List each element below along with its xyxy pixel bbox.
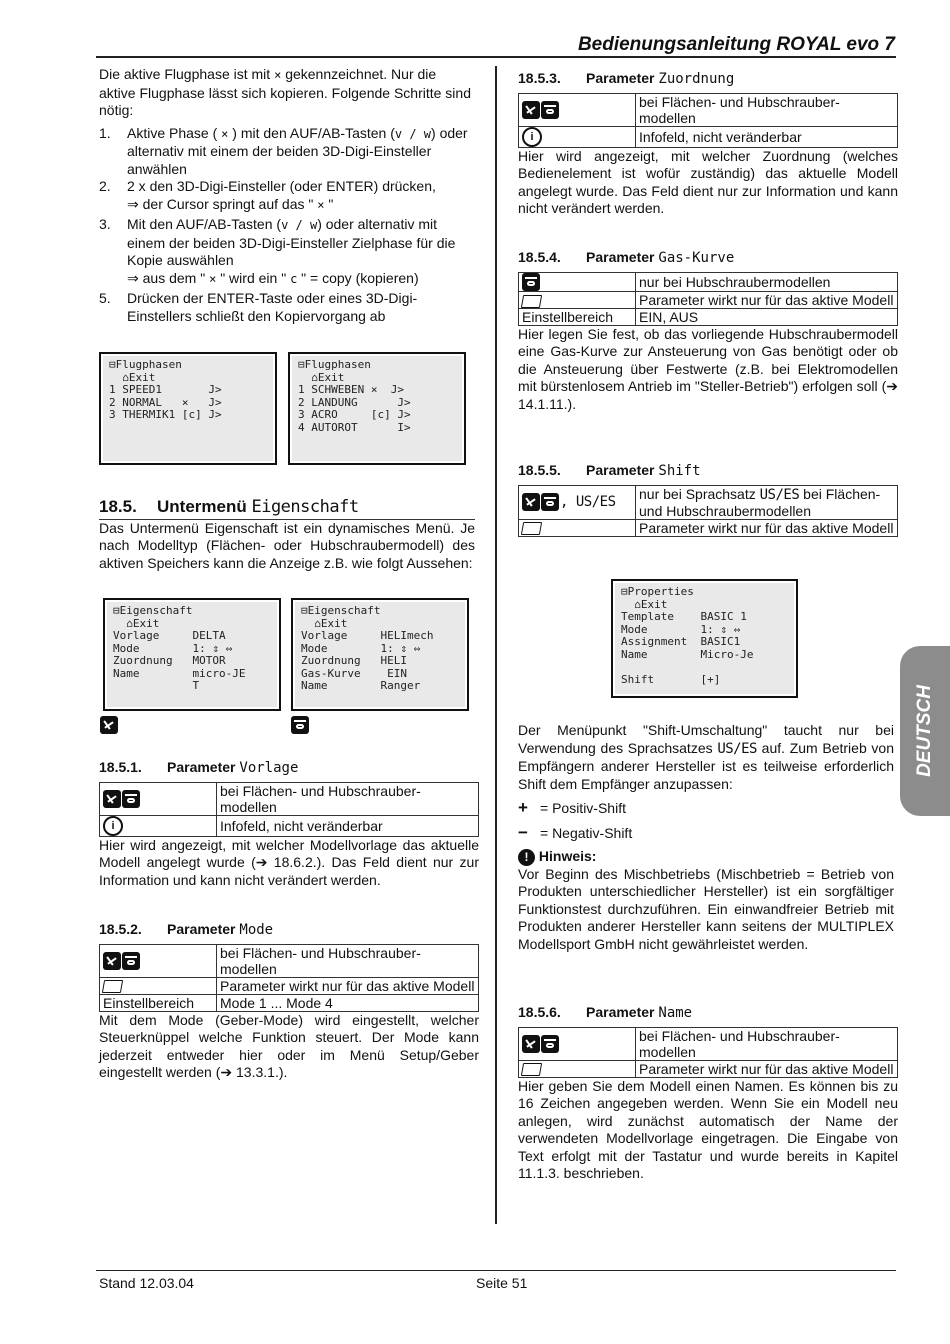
heli-icon xyxy=(122,790,140,808)
inline-text: Aktive Phase ( xyxy=(127,124,222,141)
inline-text: Die aktive Flugphase ist mit xyxy=(99,66,275,82)
intro-paragraph xyxy=(99,66,475,120)
inline-text: ) oder alternativ mit einem der beiden 3D-Digi-Einsteller Zielphase für die Kopie auswählen xyxy=(127,216,456,268)
shift-text: Der Menüpunkt "Shift-Umschaltung" taucht nur bei Verwendung des Sprachsatzes US/ES auf. Zum Betrieb von Empfängern anderer Hersteller ist es teilweise erforderlich Shift dem Empfänger anzupassen: xyxy=(518,722,895,792)
param-heading: 18.5.5. Parameter Shift xyxy=(518,462,701,479)
heli-icon xyxy=(541,493,559,511)
plane-icon xyxy=(100,716,118,734)
footer-date: Stand 12.03.04 xyxy=(99,1275,194,1291)
folder-icon xyxy=(521,522,542,535)
step-number: 3. xyxy=(99,216,111,232)
column-divider xyxy=(495,66,497,1224)
plus-line: + = Positiv-Shift xyxy=(518,798,626,817)
lcd-text: ⊟Eigenschaft ⌂Exit Vorlage HELImech Mode 1: ⇕ ⇔ Zuordnung HELI Gas-Kurve EIN Name Ranger xyxy=(295,602,465,707)
section-intro: Das Untermenü Eigenschaft ist ein dynamisches Menü. Je nach Modelltyp (Flächen- oder Hubschraubermodell) des aktiven Speichers kann die Anzeige z.B. wie folgt Aussehen: xyxy=(99,519,475,571)
step-item xyxy=(99,125,475,179)
param-description: Hier legen Sie fest, ob das vorliegende Hubschraubermodell eine Gas-Kurve zur Ansteuerung von Gas benötigt oder ob die Ansteuerung über Festwerte (z.B. bei Elektromodellen mit bürstenlosem Antrieb im "Steller-Betrieb") erfolgen soll (➔ 14.1.11.). xyxy=(518,325,898,412)
inline-text: " xyxy=(324,195,334,212)
inline-key-symbol: v / w xyxy=(394,126,432,141)
inline-text: ⇒ aus dem " xyxy=(127,269,210,286)
plane-icon xyxy=(103,952,121,970)
lcd-screen-eigenschaft-heli xyxy=(291,598,469,711)
step-result xyxy=(99,196,475,215)
param-heading: 18.5.3. Parameter Zuordnung xyxy=(518,70,735,87)
shift-explanation xyxy=(518,722,894,953)
minus-line: − = Negativ-Shift xyxy=(518,822,633,842)
lcd-screen-eigenschaft-plane xyxy=(103,598,281,711)
heli-icon xyxy=(522,273,540,291)
inline-key-symbol: × xyxy=(274,68,282,82)
param-heading: 18.5.6. Parameter Name xyxy=(518,1004,693,1021)
heli-icon xyxy=(122,952,140,970)
inline-text: Mit den AUF/AB-Tasten ( xyxy=(127,216,282,232)
lcd-text: ⊟Flugphasen ⌂Exit 1 SPEED1 J> 2 NORMAL × J> 3 THERMIK1 [c] J> xyxy=(103,356,273,461)
param-table: nur bei Hubschraubermodellen Parameter wirkt nur für das aktive Modell Einstellbereich EIN, AUS xyxy=(518,272,898,326)
language-tab-label: DEUTSCH xyxy=(914,685,935,777)
plane-model-icon xyxy=(100,716,119,734)
plane-icon xyxy=(103,790,121,808)
inline-text: ⇒ der Cursor springt auf das " xyxy=(127,195,318,212)
step-number: 1. xyxy=(99,124,111,141)
info-icon: i xyxy=(103,816,123,836)
param-shift xyxy=(518,462,898,537)
footer-rule xyxy=(96,1270,896,1271)
step-number: 2. xyxy=(99,178,111,194)
minus-symbol: − xyxy=(518,822,528,842)
heli-icon xyxy=(291,716,309,734)
inline-key-symbol: v / w xyxy=(281,218,318,232)
page-title: Bedienungsanleitung ROYAL evo 7 xyxy=(577,34,895,55)
plus-symbol: + xyxy=(518,798,528,817)
param-table: , US/ES nur bei Sprachsatz US/ES bei Flächen- und Hubschraubermodellen Parameter wirkt nur für das aktive Modell xyxy=(518,485,898,537)
section-heading: 18.5. Untermenü Eigenschaft xyxy=(99,497,359,517)
param-heading: 18.5.4. Parameter Gas-Kurve xyxy=(518,249,735,266)
step-list xyxy=(99,125,475,326)
param-vorlage xyxy=(99,759,479,889)
inline-key-symbol: × xyxy=(317,197,325,212)
param-table: bei Flächen- und Hubschrauber-modellen i Infofeld, nicht veränderbar xyxy=(518,93,898,148)
inline-text: gekennzeichnet. Nur die aktive Flugphase lässt sich kopieren. Folgende Schritte sind nötig: xyxy=(99,66,471,118)
language-tab xyxy=(900,646,950,816)
plane-icon xyxy=(522,101,540,119)
plane-icon xyxy=(522,493,540,511)
lcd-text: ⊟Flugphasen ⌂Exit 1 SCHWEBEN × J> 2 LANDUNG J> 3 ACRO [c] J> 4 AUTOROT I> xyxy=(292,356,462,461)
inline-text: " = copy (kopieren) xyxy=(297,269,419,286)
inline-key-symbol: c xyxy=(290,271,298,286)
inline-text: " wird ein " xyxy=(216,269,291,286)
inline-text: ) mit den AUF/AB-Tasten ( xyxy=(228,124,395,141)
step-item xyxy=(99,290,475,325)
param-description: Hier geben Sie dem Modell einen Namen. Es können bis zu 16 Zeichen angegeben werden. Wenn Sie ein Modell neu anlegen, wird zunächst automatisch der Name der verwendeten Modellvorlage eingetragen. Die Eingabe von Text erfolgt mit der Tastatur und wurde bereits in Kapitel 11.1.3. beschrieben. xyxy=(518,1077,898,1181)
lcd-screen-flugphasen-1 xyxy=(99,352,277,465)
lcd-text: ⊟Eigenschaft ⌂Exit Vorlage DELTA Mode 1: ⇕ ⇔ Zuordnung MOTOR Name micro-JE T xyxy=(107,602,277,707)
param-gas-kurve xyxy=(518,249,898,413)
heli-model-icon xyxy=(291,716,310,734)
lcd-screen-properties xyxy=(611,579,798,698)
step-item xyxy=(99,216,475,270)
inline-text: ) oder alternativ mit einem der beiden 3D-Digi-Einsteller anwählen xyxy=(127,124,468,177)
warning-icon: ! xyxy=(518,849,535,866)
step-number: 5. xyxy=(99,290,111,306)
lcd-text: ⊟Properties ⌂Exit Template BASIC 1 Mode 1: ⇕ ⇔ Assignment BASIC1 Name Micro-Je Shift [+] xyxy=(615,583,794,694)
param-description: Mit dem Mode (Geber-Mode) wird eingestellt, welcher Steuerknüppel welche Funktion steuert. Der Mode kann jederzeit entweder hier oder im Menü Setup/Geber eingestellt werden (➔ 13.3.1.). xyxy=(99,1011,479,1080)
folder-icon xyxy=(521,1063,542,1076)
param-heading: 18.5.2. Parameter Mode xyxy=(99,921,274,938)
heli-icon xyxy=(541,101,559,119)
inline-key-symbol: × xyxy=(209,271,217,286)
param-description: Hier wird angezeigt, mit welcher Modellvorlage das aktuelle Modell angelegt wurde (➔ 18.6.2.). Das Feld dient nur zur Information und kann nicht verändert werden. xyxy=(99,836,479,888)
heli-icon xyxy=(541,1035,559,1053)
section-18-5 xyxy=(99,498,475,572)
param-mode xyxy=(99,921,479,1082)
param-name xyxy=(518,1004,898,1183)
param-zuordnung xyxy=(518,70,898,218)
hinweis-heading: ! Hinweis: xyxy=(518,848,894,866)
param-table: bei Flächen- und Hubschrauber-modellen Parameter wirkt nur für das aktive Modell Einstellbereich Mode 1 ... Mode 4 xyxy=(99,944,479,1012)
folder-icon xyxy=(102,980,123,993)
inline-key-symbol: × xyxy=(221,126,229,141)
param-table: bei Flächen- und Hubschrauber-modellen i Infofeld, nicht veränderbar xyxy=(99,782,479,837)
left-column xyxy=(99,66,475,325)
info-icon: i xyxy=(522,127,542,147)
header-rule xyxy=(96,56,896,58)
step-result xyxy=(99,270,475,289)
inline-text: Drücken der ENTER-Taste oder eines 3D-Digi-Einstellers schließt den Kopiervorgang ab xyxy=(127,290,418,324)
inline-text: 2 x den 3D-Digi-Einsteller (oder ENTER) drücken, xyxy=(127,178,436,194)
param-heading: 18.5.1. Parameter Vorlage xyxy=(99,759,299,776)
plane-icon xyxy=(522,1035,540,1053)
lcd-screen-flugphasen-2 xyxy=(288,352,466,465)
param-table: bei Flächen- und Hubschrauber-modellen Parameter wirkt nur für das aktive Modell xyxy=(518,1027,898,1078)
folder-icon xyxy=(521,295,542,308)
param-description: Hier wird angezeigt, mit welcher Zuordnung (welches Bedienelement ist wofür zuständig) das aktuelle Modell angelegt wurde. Das Feld dient nur zur Information und kann nicht verändert werden. xyxy=(518,147,898,216)
step-item xyxy=(99,178,475,196)
footer-page-number: Seite 51 xyxy=(476,1275,528,1291)
hinweis-text: Vor Beginn des Mischbetriebs (Mischbetrieb = Betrieb von Produkten unterschiedlicher Hersteller) ist ein sorgfältiger Funktionstest durchzuführen. Ein einwandfreier Betrieb mit Produkten anderer Hersteller kann seitens der MULTIPLEX Modellsport GmbH nicht gewährleistet werden. xyxy=(518,865,894,952)
